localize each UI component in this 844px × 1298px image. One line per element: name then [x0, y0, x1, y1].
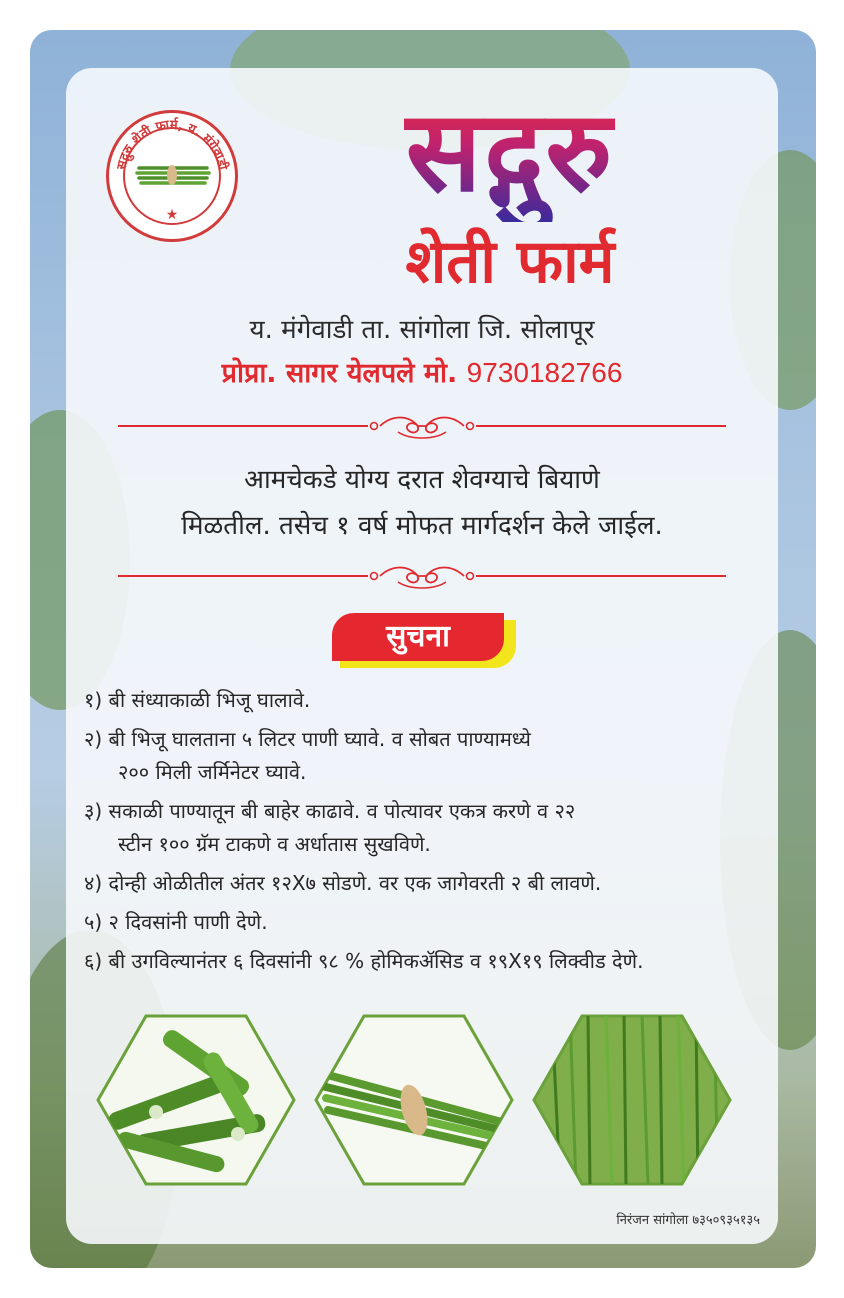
drumstick-tree-image: [532, 1014, 732, 1186]
designer-credit: निरंजन सांगोला ७३५०९३५१३५: [616, 1213, 760, 1228]
brand-title: सद्गुरु: [290, 82, 730, 222]
farm-logo-seal: [106, 110, 238, 242]
notice-badge: सुचना: [332, 613, 504, 661]
proprietor-line: [66, 354, 778, 393]
drumstick-bundle-icon: [137, 165, 209, 185]
logo-ring-text: सद्गुरु शेती फार्म, य. मंगेवाडी: [114, 117, 230, 172]
svg-text:सद्गुरु शेती फार्म, य. मंगेवाड: [114, 117, 231, 172]
drumstick-pieces-image: [96, 1014, 296, 1186]
ornament-divider: [118, 412, 726, 442]
logo-star: ★: [165, 207, 179, 223]
instruction-item: ६) बी उगविल्यानंतर ६ दिवसांनी ९८ % होमिकॲसिड व १९X१९ लिक्वीड देणे.: [84, 949, 644, 973]
instruction-item: १) बी संध्याकाळी भिजू घालावे.: [84, 688, 311, 712]
ornament-divider: [118, 562, 726, 592]
drumstick-bundle-image: [314, 1014, 514, 1186]
intro-line-2: मिळतील. तसेच १ वर्ष मोफत मार्गदर्शन केले जाईल.: [181, 511, 663, 541]
instruction-list: [84, 684, 784, 978]
mobile-number: 9730182766: [466, 357, 623, 388]
intro-line-1: आमचेकडे योग्य दरात शेवग्याचे बियाणे: [244, 465, 600, 495]
brand-subtitle: शेती फार्म: [405, 227, 615, 297]
instruction-item: ५) २ दिवसांनी पाणी देणे.: [84, 910, 268, 934]
instruction-item: २) बी भिजू घालताना ५ लिटर पाणी घ्यावे. व सोबत पाण्यामध्ये २०० मिली जर्मिनेटर घ्यावे.: [84, 727, 531, 784]
proprietor-name: प्रोप्रा. सागर येलपले मो.: [221, 358, 458, 389]
instruction-item: ३) सकाळी पाण्यातून बी बाहेर काढावे. व पोत्यावर एकत्र करणे व २२ स्टीन १०० ग्रॅम टाकणे व अर्धातास सुखविणे.: [84, 799, 576, 856]
farm-address: य. मंगेवाडी ता. सांगोला जि. सोलापूर: [249, 315, 595, 345]
instruction-item: ४) दोन्ही ओळीतील अंतर १२X७ सोडणे. वर एक जागेवरती २ बी लावणे.: [84, 871, 602, 895]
